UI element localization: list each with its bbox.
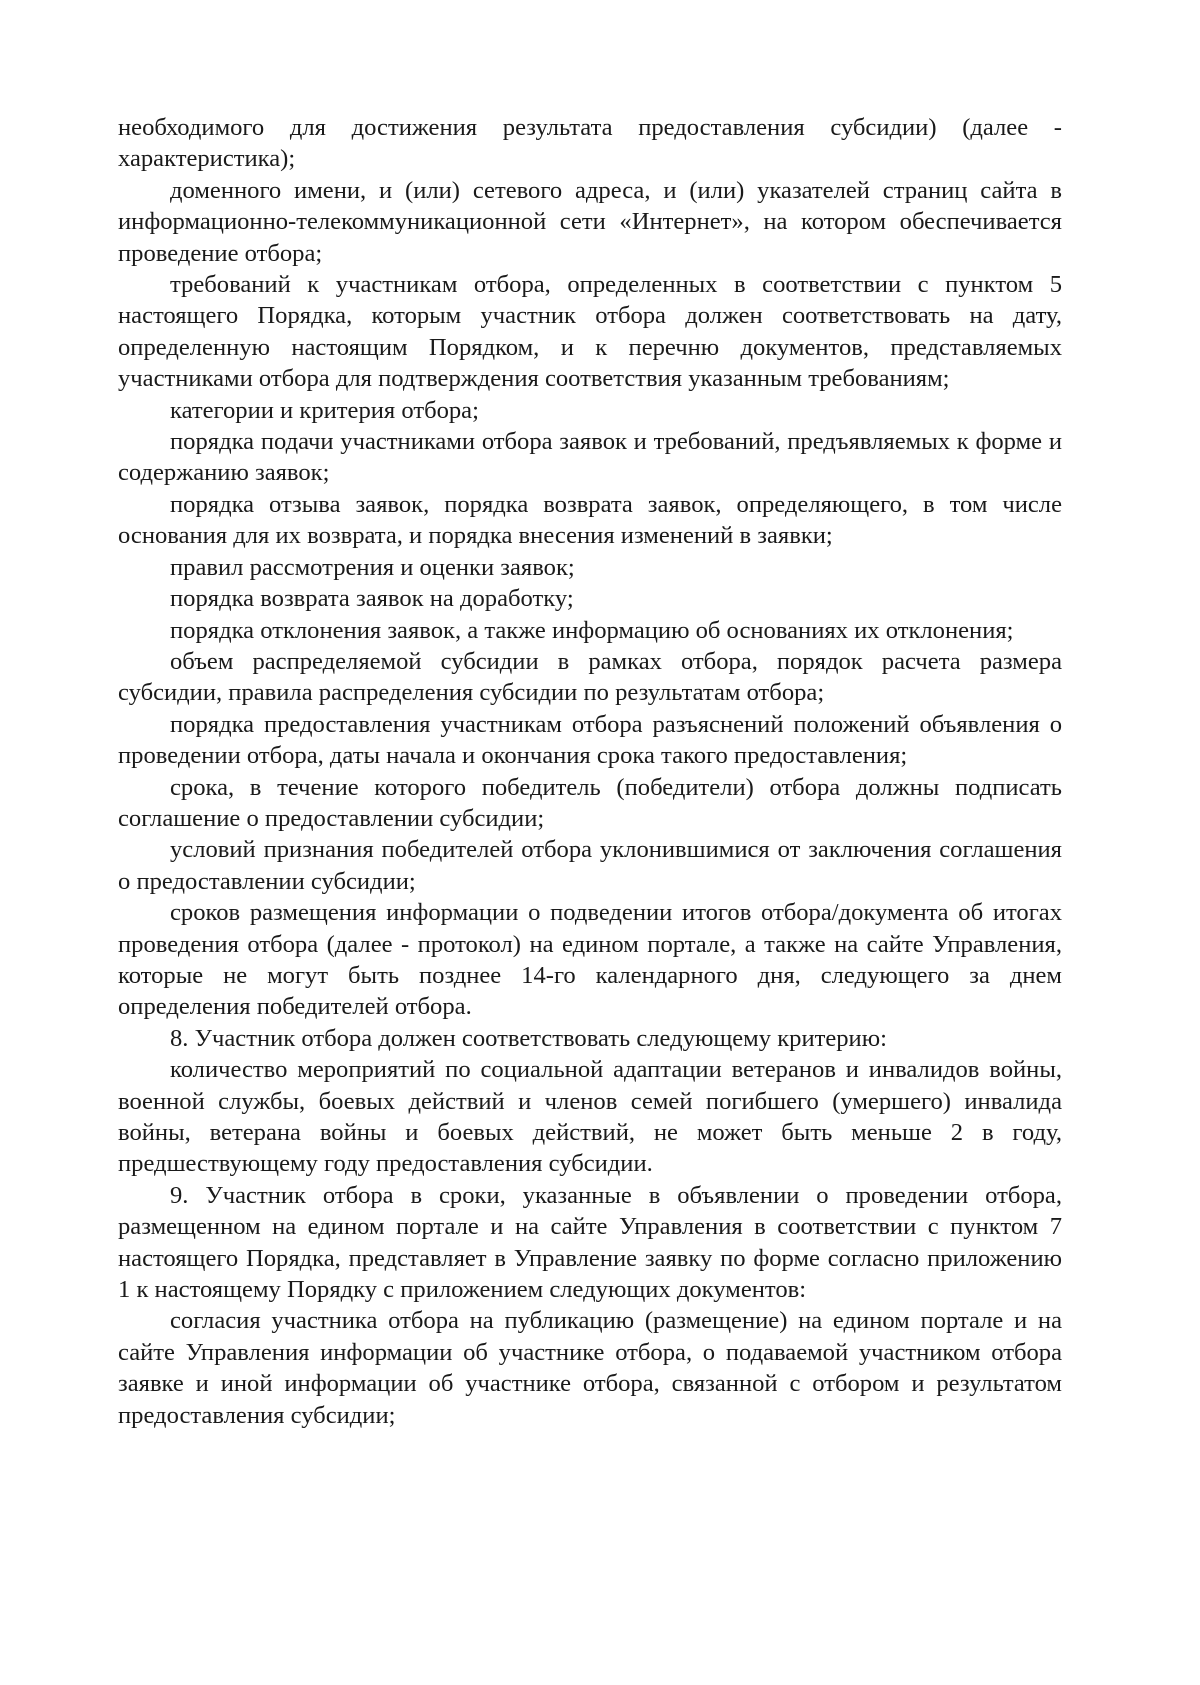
- paragraph-publication-terms: сроков размещения информации о подведении итогов отбора/документа об итогах проведения отбора (далее - протокол) на едином портале, а также на сайте Управления, которые не могут быть позднее 14-го календарного дня, следующего за днем определения победителей отбора.: [118, 899, 1062, 1021]
- paragraph-consent: согласия участника отбора на публикацию (размещение) на едином портале и на сайте Управления информации об участнике отбора, о подаваемой участником отбора заявке и иной информации об участнике отбора, связанной с отбором и результатом предоставления субсидии;: [118, 1307, 1062, 1429]
- paragraph-rejection: порядка отклонения заявок, а также информацию об основаниях их отклонения;: [170, 616, 1014, 644]
- paragraph-domain-name: доменного имени, и (или) сетевого адреса, и (или) указателей страниц сайта в информационно-телекоммуникационной сети «Интернет», на котором обеспечивается проведение отбора;: [118, 176, 1062, 267]
- paragraph-evasion-conditions: условий признания победителей отбора уклонившимися от заключения соглашения о предоставлении субсидии;: [118, 836, 1062, 895]
- paragraph-clarifications: порядка предоставления участникам отбора разъяснений положений объявления о проведении отбора, даты начала и окончания срока такого предоставления;: [118, 710, 1062, 770]
- paragraph-submission-order: порядка подачи участниками отбора заявок и требований, предъявляемых к форме и содержанию заявок;: [118, 428, 1062, 487]
- document-page: [118, 112, 1062, 1431]
- paragraph-return-rework: порядка возврата заявок на доработку;: [170, 585, 574, 613]
- paragraph-review-rules: правил рассмотрения и оценки заявок;: [170, 553, 575, 581]
- paragraph-subsidy-volume: объем распределяемой субсидии в рамках отбора, порядок расчета размера субсидии, правила распределения субсидии по результатам отбора;: [118, 647, 1062, 707]
- paragraph-item-8: 8. Участник отбора должен соответствовать следующему критерию:: [170, 1024, 887, 1052]
- paragraph-category: категории и критерия отбора;: [170, 396, 479, 424]
- paragraph-withdrawal-order: порядка отзыва заявок, порядка возврата заявок, определяющего, в том числе основания для их возврата, и порядка внесения изменений в заявки;: [118, 490, 1062, 550]
- paragraph-signing-term: срока, в течение которого победитель (победители) отбора должны подписать соглашение о предоставлении субсидии;: [118, 773, 1062, 832]
- paragraph-requirements: требований к участникам отбора, определенных в соответствии с пунктом 5 настоящего Порядка, которым участник отбора должен соответствовать на дату, определенную настоящим Порядком, и к перечню документов, представляемых участниками отбора для подтверждения соответствия указанным требованиям;: [118, 271, 1062, 393]
- paragraph-criterion: количество мероприятий по социальной адаптации ветеранов и инвалидов войны, военной службы, боевых действий и членов семей погибшего (умершего) инвалида войны, ветерана войны и боевых действий, не может быть меньше 2 в году, предшествующему году предоставления субсидии.: [118, 1056, 1062, 1178]
- paragraph-item-9: 9. Участник отбора в сроки, указанные в объявлении о проведении отбора, размещенном на едином портале и на сайте Управления в соответствии с пунктом 7 настоящего Порядка, представляет в Управление заявку по форме согласно приложению 1 к настоящему Порядку с приложением следующих документов:: [118, 1181, 1062, 1304]
- paragraph-continuation: необходимого для достижения результата предоставления субсидии) (далее - характеристика);: [118, 114, 1062, 173]
